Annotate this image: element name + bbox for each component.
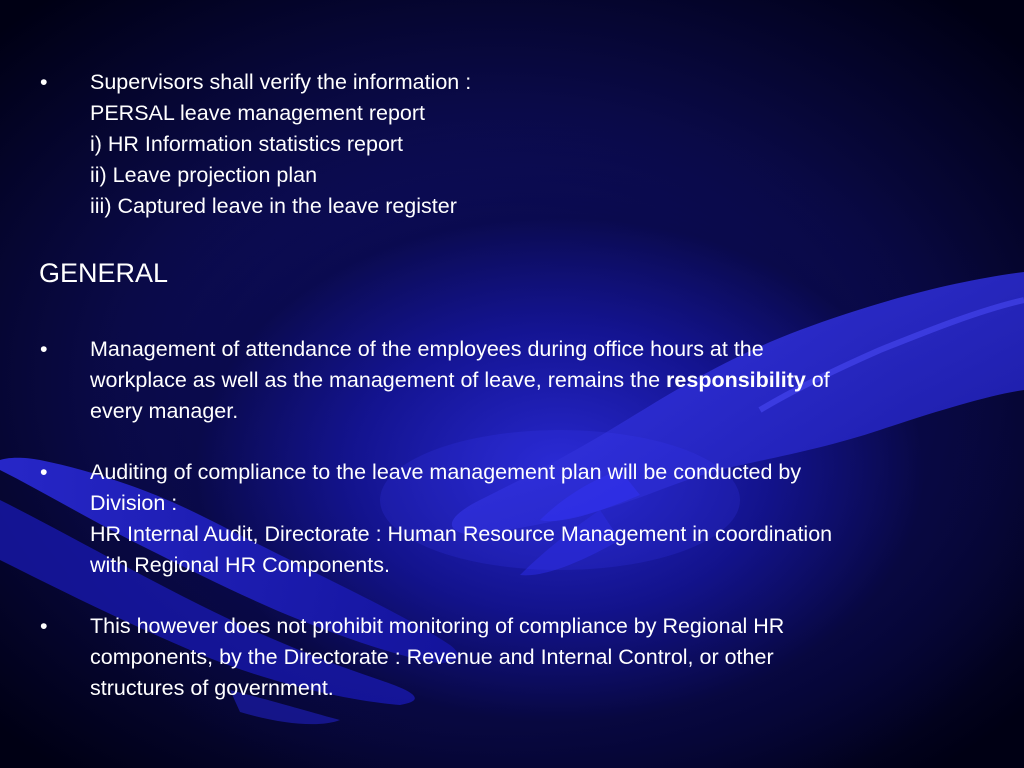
directorate-revenue-line: components, by the Directorate : Revenue and Internal Control, or other — [90, 645, 774, 669]
bullet-marker: • — [40, 460, 48, 484]
workplace-line — [90, 365, 830, 396]
auditing-line: Auditing of compliance to the leave management plan will be conducted by — [90, 460, 802, 484]
supervisors-line: Supervisors shall verify the information : — [90, 70, 472, 94]
leave-projection-line: ii) Leave projection plan — [90, 163, 318, 187]
workplace-suffix-text: of — [805, 368, 830, 392]
bullet-marker: • — [40, 337, 48, 361]
hr-statistics-line: i) HR Information statistics report — [90, 132, 404, 156]
bullet-marker: • — [40, 614, 48, 638]
monitoring-line: This however does not prohibit monitoring of compliance by Regional HR — [90, 614, 785, 638]
captured-leave-line: iii) Captured leave in the leave register — [90, 194, 457, 218]
workplace-text: workplace as well as the management of leave, remains the — [90, 368, 667, 392]
responsibility-bold-text: responsibility — [666, 368, 806, 392]
hr-internal-audit-line: HR Internal Audit, Directorate : Human Resource Management in coordination — [90, 522, 833, 546]
persal-report-line: PERSAL leave management report — [90, 101, 426, 125]
regional-hr-line: with Regional HR Components. — [90, 553, 390, 577]
every-manager-line: every manager. — [90, 399, 239, 423]
management-attendance-line: Management of attendance of the employees during office hours at the — [90, 337, 764, 361]
general-heading: GENERAL — [39, 258, 169, 288]
division-line: Division : — [90, 491, 178, 515]
bullet-marker: • — [40, 70, 48, 94]
structures-government-line: structures of government. — [90, 676, 334, 700]
